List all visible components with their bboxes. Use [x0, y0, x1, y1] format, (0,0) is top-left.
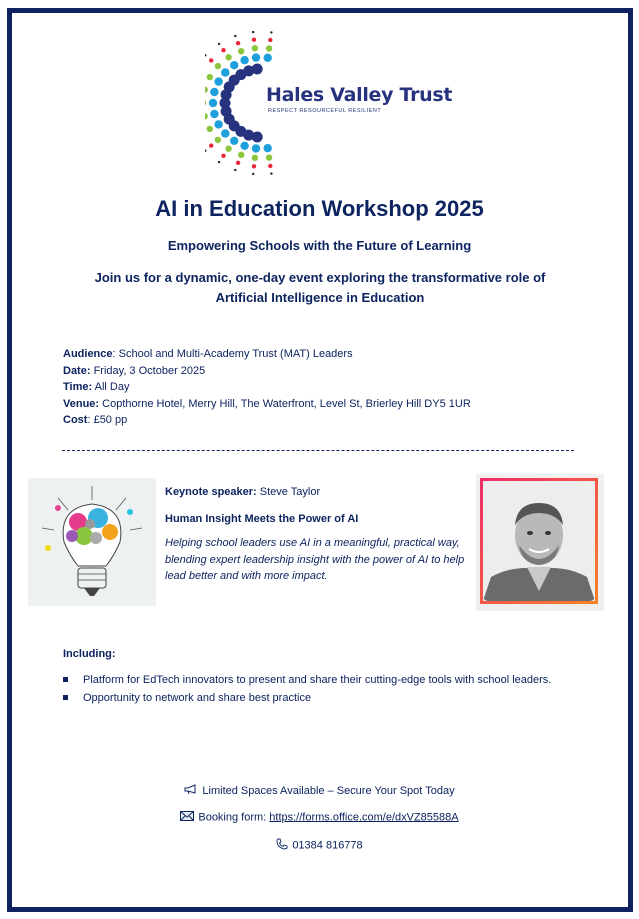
- bullet-icon: [63, 695, 68, 700]
- booking-line: Booking form: https://forms.office.com/e/dxVZ85588A: [0, 811, 639, 824]
- logo-dot: [218, 161, 220, 163]
- logo-dot: [252, 155, 258, 161]
- logo-dot: [236, 41, 240, 45]
- event-details: [63, 346, 471, 429]
- logo-dot: [252, 45, 258, 51]
- megaphone-icon: [184, 784, 198, 798]
- logo-dot: [221, 154, 225, 158]
- detail-cost: Cost: £50 pp: [63, 414, 128, 426]
- detail-date: Date: Friday, 3 October 2025: [63, 364, 206, 377]
- keynote-speaker: Keynote speaker: Steve Taylor: [165, 486, 321, 498]
- logo-dot: [252, 53, 260, 61]
- logo-dot: [209, 143, 213, 147]
- bullet-icon: [63, 677, 68, 682]
- page-title: AI in Education Workshop 2025: [155, 196, 484, 221]
- logo-dot: [270, 172, 272, 174]
- logo-dot: [270, 31, 272, 33]
- logo-dot: [218, 43, 220, 45]
- logo-dot: [264, 54, 272, 62]
- logo-dot: [209, 58, 213, 62]
- list-item: Opportunity to network and share best practice: [63, 690, 553, 706]
- logo-dot: [210, 88, 218, 96]
- page-subtitle: Empowering Schools with the Future of Learning: [167, 238, 472, 253]
- logo-dot: [238, 48, 244, 54]
- phone-line: [0, 838, 639, 853]
- phone-icon: [276, 838, 288, 853]
- logo-dot: [207, 74, 213, 80]
- phone-number[interactable]: 01384 816778: [292, 839, 363, 852]
- section-divider: [62, 450, 574, 451]
- logo-dot: [221, 68, 229, 76]
- envelope-icon: [180, 811, 194, 824]
- logo-dot: [221, 129, 229, 137]
- logo-dot: [230, 61, 238, 69]
- logo-dot: [252, 164, 256, 168]
- logo-dot: [236, 161, 240, 165]
- logo-dot: [264, 144, 272, 152]
- logo-dot: [205, 150, 207, 152]
- logo-dot: [205, 54, 207, 56]
- logo-dot: [209, 99, 217, 107]
- list-item: Platform for EdTech innovators to present and share their cutting-edge tools with school leaders.: [63, 672, 553, 688]
- intro-text: Join us for a dynamic, one-day event exploring the transformative role of Artificial Intelligence in Education: [94, 270, 546, 305]
- logo-dot: [205, 100, 206, 106]
- logo-dot: [221, 48, 225, 52]
- detail-audience: Audience: School and Multi-Academy Trust (MAT) Leaders: [63, 348, 353, 360]
- logo-dot: [240, 56, 248, 64]
- logo-dot: [205, 87, 208, 93]
- logo-dot: [240, 142, 248, 150]
- detail-venue: Venue: Copthorne Hotel, Merry Hill, The Waterfront, Level St, Brierley Hill DY5 1UR: [63, 397, 471, 410]
- logo-dot: [266, 45, 272, 51]
- detail-time: Time: All Day: [63, 381, 130, 393]
- logo-dot: [215, 137, 221, 143]
- talk-title: Human Insight Meets the Power of AI: [165, 513, 359, 525]
- logo-dot: [252, 144, 260, 152]
- logo-dot: [210, 110, 218, 118]
- limited-spaces-line: Limited Spaces Available – Secure Your Spot Today: [0, 784, 639, 798]
- logo-dot: [215, 63, 221, 69]
- lightbulb-brain-image: [28, 478, 156, 606]
- logo-dot: [225, 54, 231, 60]
- including-heading: Including:: [63, 648, 116, 660]
- logo-dot: [214, 120, 222, 128]
- logo-dot: [234, 35, 236, 37]
- logo-dot: [234, 169, 236, 171]
- logo-dot: [252, 64, 263, 75]
- logo-dot: [252, 38, 256, 42]
- logo-dot: [230, 137, 238, 145]
- talk-description: Helping school leaders use AI in a meaningful, practical way, blending expert leadership insight with the power of AI to help lead better and with more impact.: [165, 537, 465, 582]
- logo-dot: [225, 146, 231, 152]
- speaker-photo: [476, 474, 604, 611]
- including-list: [63, 672, 553, 708]
- booking-form-link[interactable]: https://forms.office.com/e/dxVZ85588A: [269, 811, 459, 824]
- logo-dot: [268, 38, 272, 42]
- logo-dot: [205, 113, 208, 119]
- logo-dot: [252, 31, 254, 33]
- logo-dot: [266, 154, 272, 160]
- logo-name: Hales Valley Trust: [266, 84, 453, 106]
- logo-dot: [268, 164, 272, 168]
- logo-dot: [207, 126, 213, 132]
- logo-dot: [214, 77, 222, 85]
- logo-dot: [238, 152, 244, 158]
- logo-tagline: RESPECT RESOURCEFUL RESILIENT: [268, 108, 382, 114]
- logo-dot: [252, 173, 254, 175]
